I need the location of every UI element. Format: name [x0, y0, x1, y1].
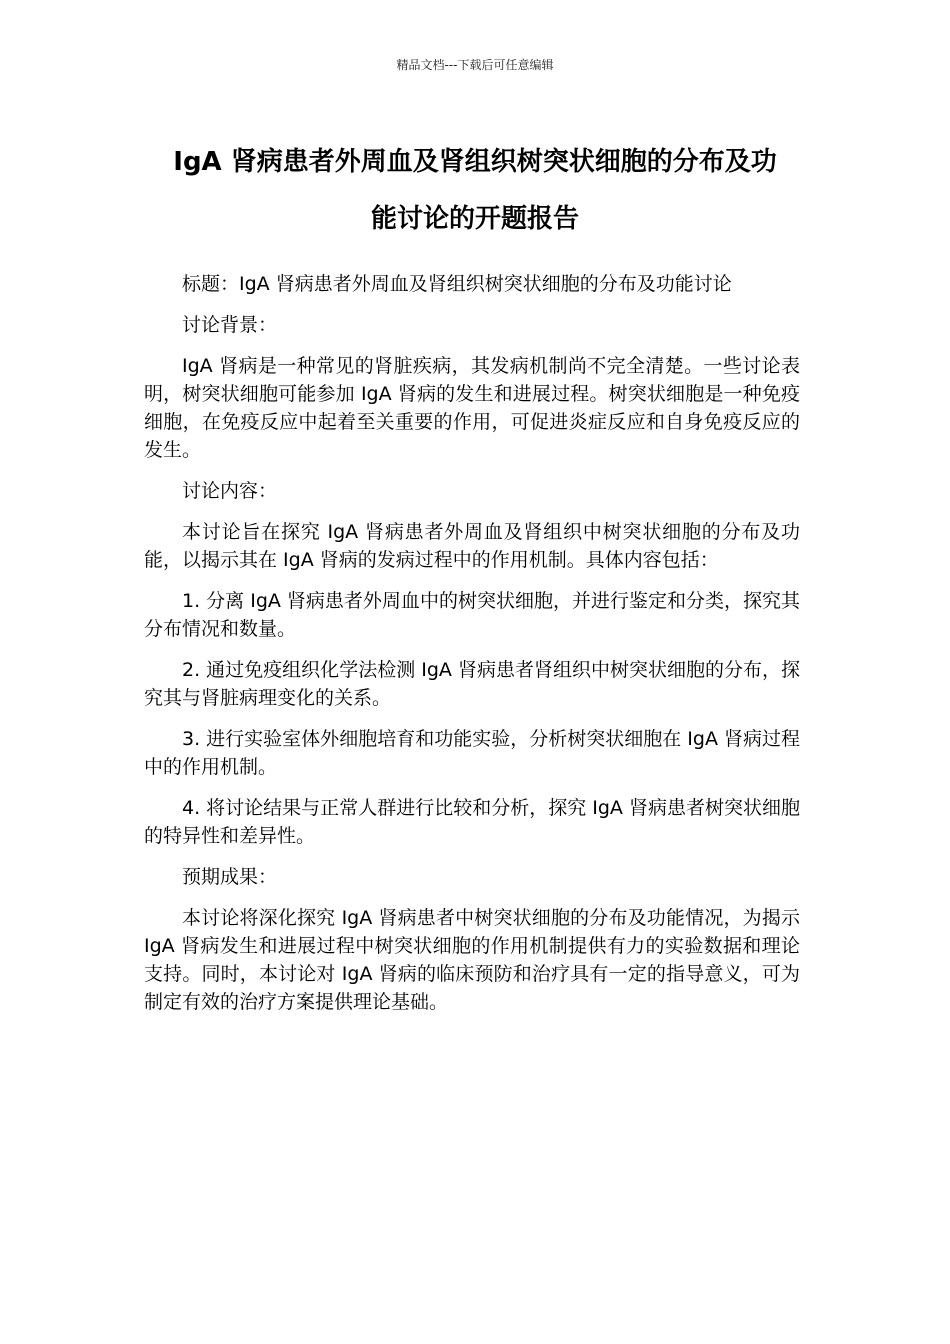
content-intro-paragraph: 本讨论旨在探究 IgA 肾病患者外周血及肾组织中树突状细胞的分布及功能，以揭示其在 IgA 肾病的发病过程中的作用机制。具体内容包括： — [144, 521, 800, 571]
subject-line: 标题：IgA 肾病患者外周血及肾组织树突状细胞的分布及功能讨论 — [182, 273, 732, 295]
title-line-2: 能讨论的开题报告 — [370, 204, 579, 234]
content-item-2: 2. 通过免疫组织化学法检测 IgA 肾病患者肾组织中树突状细胞的分布，探究其与肾脏病理变化的关系。 — [144, 659, 800, 709]
title-line-1: IgA 肾病患者外周血及肾组织树突状细胞的分布及功 — [173, 147, 777, 177]
section-heading-outcomes: 预期成果： — [182, 866, 278, 888]
page-header: 精品文档---下载后可任意编辑 — [396, 58, 554, 72]
content-item-4: 4. 将讨论结果与正常人群进行比较和分析，探究 IgA 肾病患者树突状细胞的特异性和差异性。 — [144, 797, 800, 847]
section-heading-background: 讨论背景： — [182, 314, 278, 336]
background-paragraph: IgA 肾病是一种常见的肾脏疾病，其发病机制尚不完全清楚。一些讨论表明，树突状细胞可能参加 IgA 肾病的发生和进展过程。树突状细胞是一种免疫细胞，在免疫反应中起着至关重要的作用，可促进炎症反应和自身免疫反应的发生。 — [144, 355, 800, 461]
document-body — [144, 270, 800, 1029]
document-title — [140, 134, 810, 248]
section-heading-content: 讨论内容： — [182, 480, 278, 502]
content-item-1: 1. 分离 IgA 肾病患者外周血中的树突状细胞，并进行鉴定和分类，探究其分布情况和数量。 — [144, 590, 800, 640]
outcomes-paragraph: 本讨论将深化探究 IgA 肾病患者中树突状细胞的分布及功能情况，为揭示 IgA 肾病发生和进展过程中树突状细胞的作用机制提供有力的实验数据和理论支持。同时，本讨论对 IgA 肾病的临床预防和治疗具有一定的指导意义，可为制定有效的治疗方案提供理论基础。 — [144, 907, 800, 1013]
content-item-3: 3. 进行实验室体外细胞培育和功能实验，分析树突状细胞在 IgA 肾病过程中的作用机制。 — [144, 728, 800, 778]
